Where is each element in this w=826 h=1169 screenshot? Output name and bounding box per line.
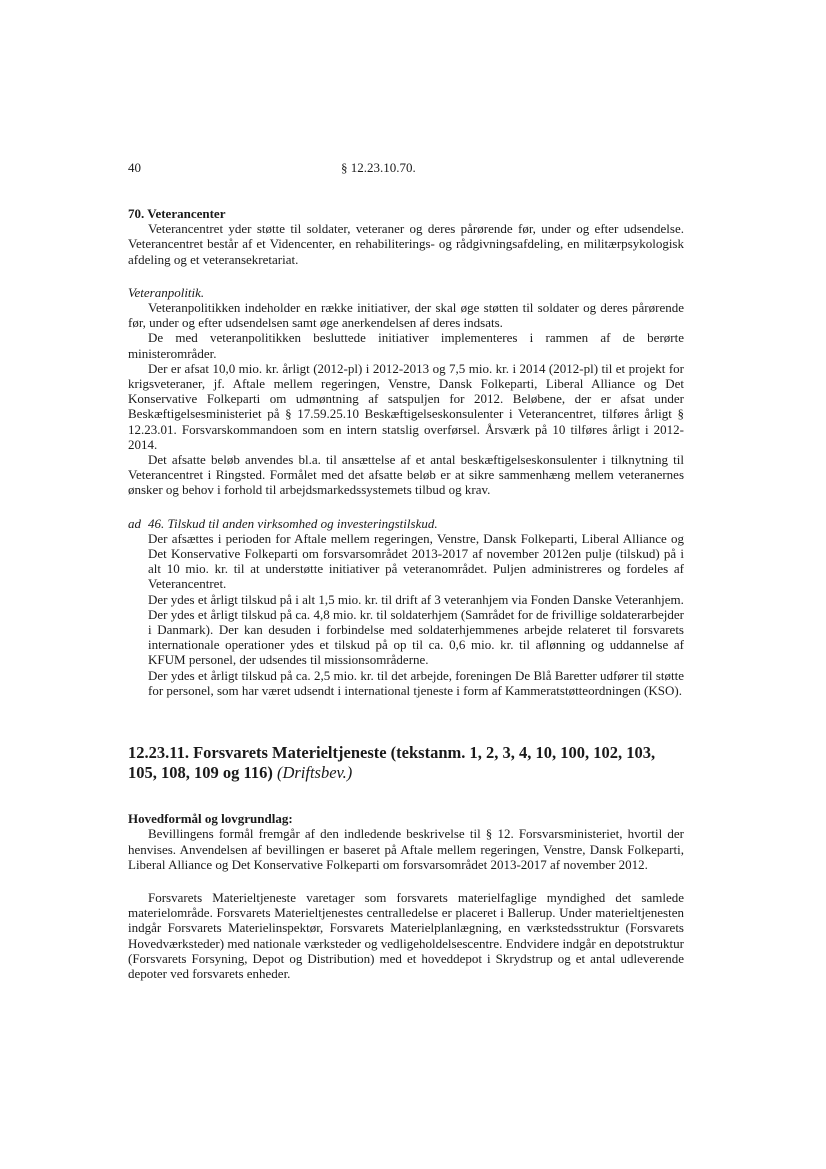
document-body: [128, 206, 684, 981]
hovedformaal-paragraph: Bevillingens formål fremgår af den indledende beskrivelse til § 12. Forsvarsministeriet, hvortil der henvises. Anvendelsen af bevillingen er baseret på Aftale mellem regeringen, Venstre, Dansk Folkeparti, Liberal Alliance og Det Konservative Folkeparti om forsvarsområdet 2013-2017 af november 2012.: [128, 826, 684, 872]
section-reference: § 12.23.10.70.: [341, 160, 416, 175]
veteranpolitik-paragraph: De med veteranpolitikken besluttede initiativer implementeres i rammen af de berørte ministerområder.: [128, 330, 684, 361]
ad46-paragraph: Der ydes et årligt tilskud på i alt 1,5 mio. kr. til drift af 3 veteranhjem via Fonden Danske Veteranhjem.: [148, 591, 684, 607]
veterancenter-intro: Veterancentret yder støtte til soldater, veteraner og deres pårørende før, under og efter udsendelse. Veterancentret består af et Videncenter, en rehabiliterings- og rådgivningsafdeling, en militærpsykologisk afdeling og et veteransekretariat.: [128, 221, 684, 267]
section-heading-suffix: (Driftsbev.): [276, 763, 353, 783]
ad-prefix: ad: [128, 515, 141, 531]
veteranpolitik-subheading: Veteranpolitik.: [128, 284, 205, 300]
ad46-paragraph: Der afsættes i perioden for Aftale mellem regeringen, Venstre, Dansk Folkeparti, Liberal Alliance og Det Konservative Folkeparti om forsvarsområdet 2013-2017 af november 2012en pulje (tilskud) på i alt 10 mio. kr. til at understøtte initiativer på veteranområdet. Puljen administreres og fordeles af Veterancentret.: [148, 530, 684, 592]
veteranpolitik-paragraph: Der er afsat 10,0 mio. kr. årligt (2012-pl) i 2012-2013 og 7,5 mio. kr. i 2014 (2012-pl) til et projekt for krigsveteraner, jf. Aftale mellem regeringen, Venstre, Dansk Folkeparti, Liberal Alliance og Det Konservative Folkeparti om udmøntning af satspuljen for 2012. Beløbene, der er afsat under Beskæftigelsesministeriet på § 17.59.25.10 Beskæftigelseskonsulenter i Veterancentret, tilføres årligt § 12.23.01. Forsvarskommandoen som en intern statslig overførsel. Årsværk på 10 tilføres årligt i 2012-2014.: [128, 360, 684, 452]
page-number: 40: [128, 160, 141, 175]
ad46-block: [128, 516, 684, 698]
ad46-paragraph: Der ydes et årligt tilskud på ca. 4,8 mio. kr. til soldaterhjem (Samrådet for de frivillige soldaterarbejder i Danmark). Der kan desuden i forbindelse med soldaterhjemmenes arbejde relateret til forsvarets internationale operationer ydes et tilskud på op til ca. 0,6 mio. kr. til aflønning og uddannelse af KFUM personel, der udsendes til missionsområderne.: [148, 606, 684, 668]
section-heading: [128, 743, 684, 783]
ad46-paragraph: Der ydes et årligt tilskud på ca. 2,5 mio. kr. til det arbejde, foreningen De Blå Baretter udfører til støtte for personel, som har været udsendt i international tjeneste i form af Kammeratstøtteordningen (KSO).: [148, 667, 684, 698]
veteranpolitik-paragraph: Det afsatte beløb anvendes bl.a. til ansættelse af et antal beskæftigelseskonsulenter i tilknytning til Veterancentret i Ringsted. Formålet med det afsatte beløb er at sikre sammenhæng mellem veteranernes ønsker og behov i forhold til arbejdsmarkedssystemets tilbud og krav.: [128, 452, 684, 498]
ad46-body: [148, 531, 684, 698]
ad46-title: 46. Tilskud til anden virksomhed og investeringstilskud.: [148, 515, 438, 531]
veteranpolitik-paragraph: Veteranpolitikken indeholder en række initiativer, der skal øge støtten til soldater og deres pårørende før, under og efter udsendelsen samt øge anerkendelsen af deres indsats.: [128, 300, 684, 331]
materieltjeneste-paragraph: Forsvarets Materieltjeneste varetager som forsvarets materielfaglige myndighed det samlede materielområde. Forsvarets Materieltjenestes centralledelse er placeret i Ballerup. Under materieltjenesten indgår Forsvarets Materielinspektør, Forsvarets Materielplanlægning, en værkstedsstruktur (Forsvarets Hovedværksteder) med nationale værksteder og vedligeholdelsescentre. Endvidere indgår en depotstruktur (Forsvarets Forsyning, Depot og Distribution) med et hoveddepot i Skrydstrup og et antal udleverende depoter ved forsvarets enheder.: [128, 889, 684, 981]
section-heading-text: 12.23.11. Forsvarets Materieltjeneste (tekstanm. 1, 2, 3, 4, 10, 100, 102, 103, 105, 108, 109 og 116): [128, 743, 656, 783]
hovedformaal-subheading: Hovedformål og lovgrundlag:: [128, 811, 293, 827]
veterancenter-heading: 70. Veterancenter: [128, 206, 226, 221]
